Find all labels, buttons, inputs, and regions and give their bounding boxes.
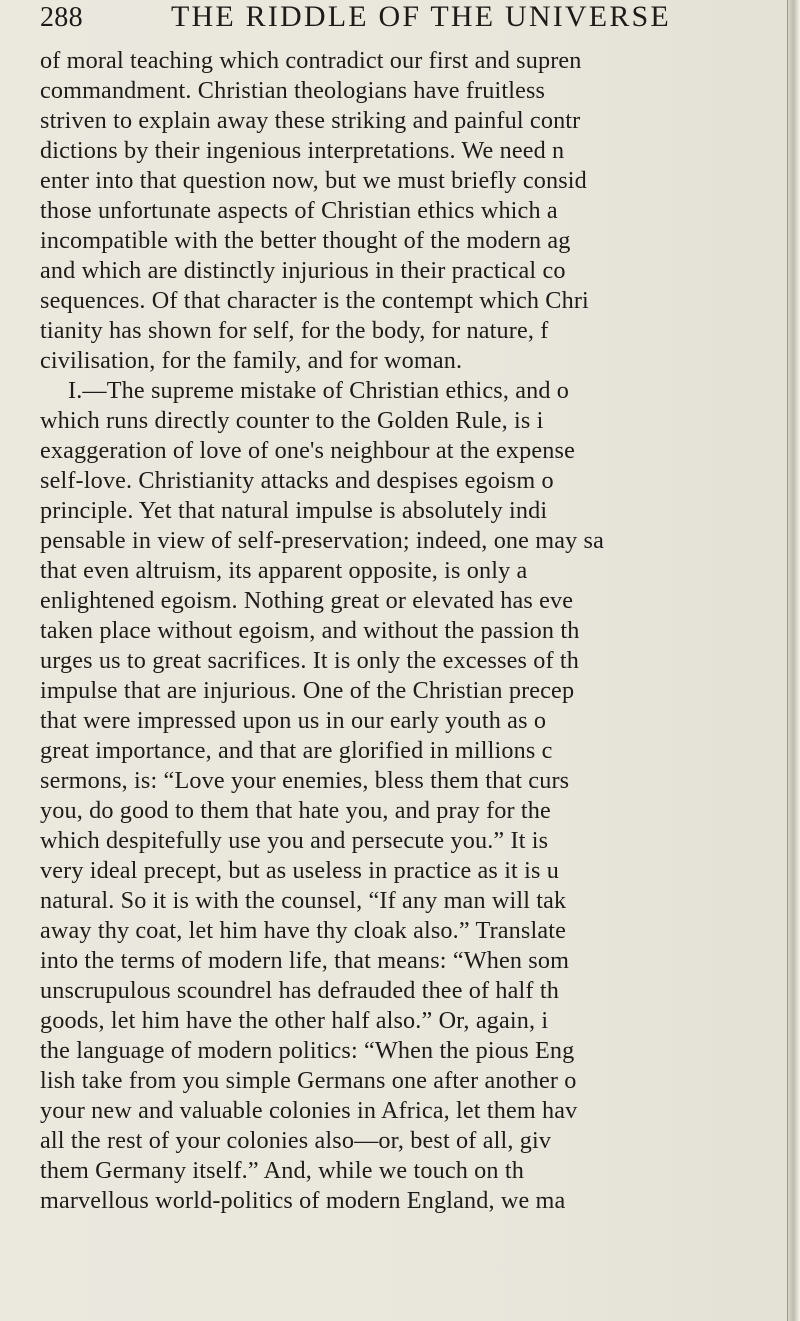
text-line: of moral teaching which contradict our first and supren	[40, 47, 582, 74]
text-line: dictions by their ingenious interpretations. We need n	[40, 137, 565, 164]
text-line: striven to explain away these striking and painful contr	[40, 107, 581, 134]
text-line: that even altruism, its apparent opposite, is only a	[40, 557, 528, 584]
text-line: sermons, is: “Love your enemies, bless them that curs	[40, 767, 570, 794]
text-line: away thy coat, let him have thy cloak also.” Translate	[40, 917, 566, 944]
text-line: lish take from you simple Germans one after another o	[40, 1067, 577, 1094]
text-line: self-love. Christianity attacks and despises egoism o	[40, 467, 554, 494]
text-line: the language of modern politics: “When the pious Eng	[40, 1037, 575, 1064]
text-line: you, do good to them that hate you, and pray for the	[40, 797, 551, 824]
text-line: civilisation, for the family, and for woman.	[40, 347, 463, 374]
text-line: into the terms of modern life, that means: “When som	[40, 947, 570, 974]
body-text	[40, 46, 800, 1216]
text-line: enlightened egoism. Nothing great or elevated has eve	[40, 587, 574, 614]
text-line: natural. So it is with the counsel, “If any man will tak	[40, 887, 567, 914]
text-line: impulse that are injurious. One of the Christian precep	[40, 677, 575, 704]
page-number: 288	[40, 2, 83, 33]
text-line: tianity has shown for self, for the body, for nature, f	[40, 317, 549, 344]
text-line: urges us to great sacrifices. It is only the excesses of th	[40, 647, 580, 674]
text-line: unscrupulous scoundrel has defrauded thee of half th	[40, 977, 559, 1004]
text-line: which runs directly counter to the Golden Rule, is i	[40, 407, 544, 434]
text-line: and which are distinctly injurious in their practical co	[40, 257, 566, 284]
text-line: your new and valuable colonies in Africa, let them hav	[40, 1097, 578, 1124]
text-line: taken place without egoism, and without the passion th	[40, 617, 580, 644]
text-line: pensable in view of self-preservation; indeed, one may sa	[40, 527, 604, 554]
text-line: enter into that question now, but we must briefly consid	[40, 167, 587, 194]
text-line: very ideal precept, but as useless in practice as it is u	[40, 857, 560, 884]
text-line: principle. Yet that natural impulse is absolutely indi	[40, 497, 548, 524]
text-line: sequences. Of that character is the contempt which Chri	[40, 287, 589, 314]
page-header	[40, 0, 800, 46]
text-line: which despitefully use you and persecute you.” It is	[40, 827, 549, 854]
running-title: THE RIDDLE OF THE UNIVERSE	[171, 0, 671, 33]
text-line: them Germany itself.” And, while we touch on th	[40, 1157, 524, 1184]
text-line: that were impressed upon us in our early youth as o	[40, 707, 547, 734]
paragraph-start-line: I.—The supreme mistake of Christian ethics, and o	[68, 377, 570, 404]
text-line: those unfortunate aspects of Christian ethics which a	[40, 197, 558, 224]
text-line: incompatible with the better thought of the modern ag	[40, 227, 571, 254]
text-line: exaggeration of love of one's neighbour at the expense	[40, 437, 575, 464]
book-gutter-edge	[787, 0, 800, 1321]
text-line: marvellous world-politics of modern England, we ma	[40, 1187, 566, 1214]
text-line: great importance, and that are glorified in millions c	[40, 737, 553, 764]
text-line: commandment. Christian theologians have fruitless	[40, 77, 546, 104]
text-line: all the rest of your colonies also—or, best of all, giv	[40, 1127, 552, 1154]
text-line: goods, let him have the other half also.” Or, again, i	[40, 1007, 549, 1034]
